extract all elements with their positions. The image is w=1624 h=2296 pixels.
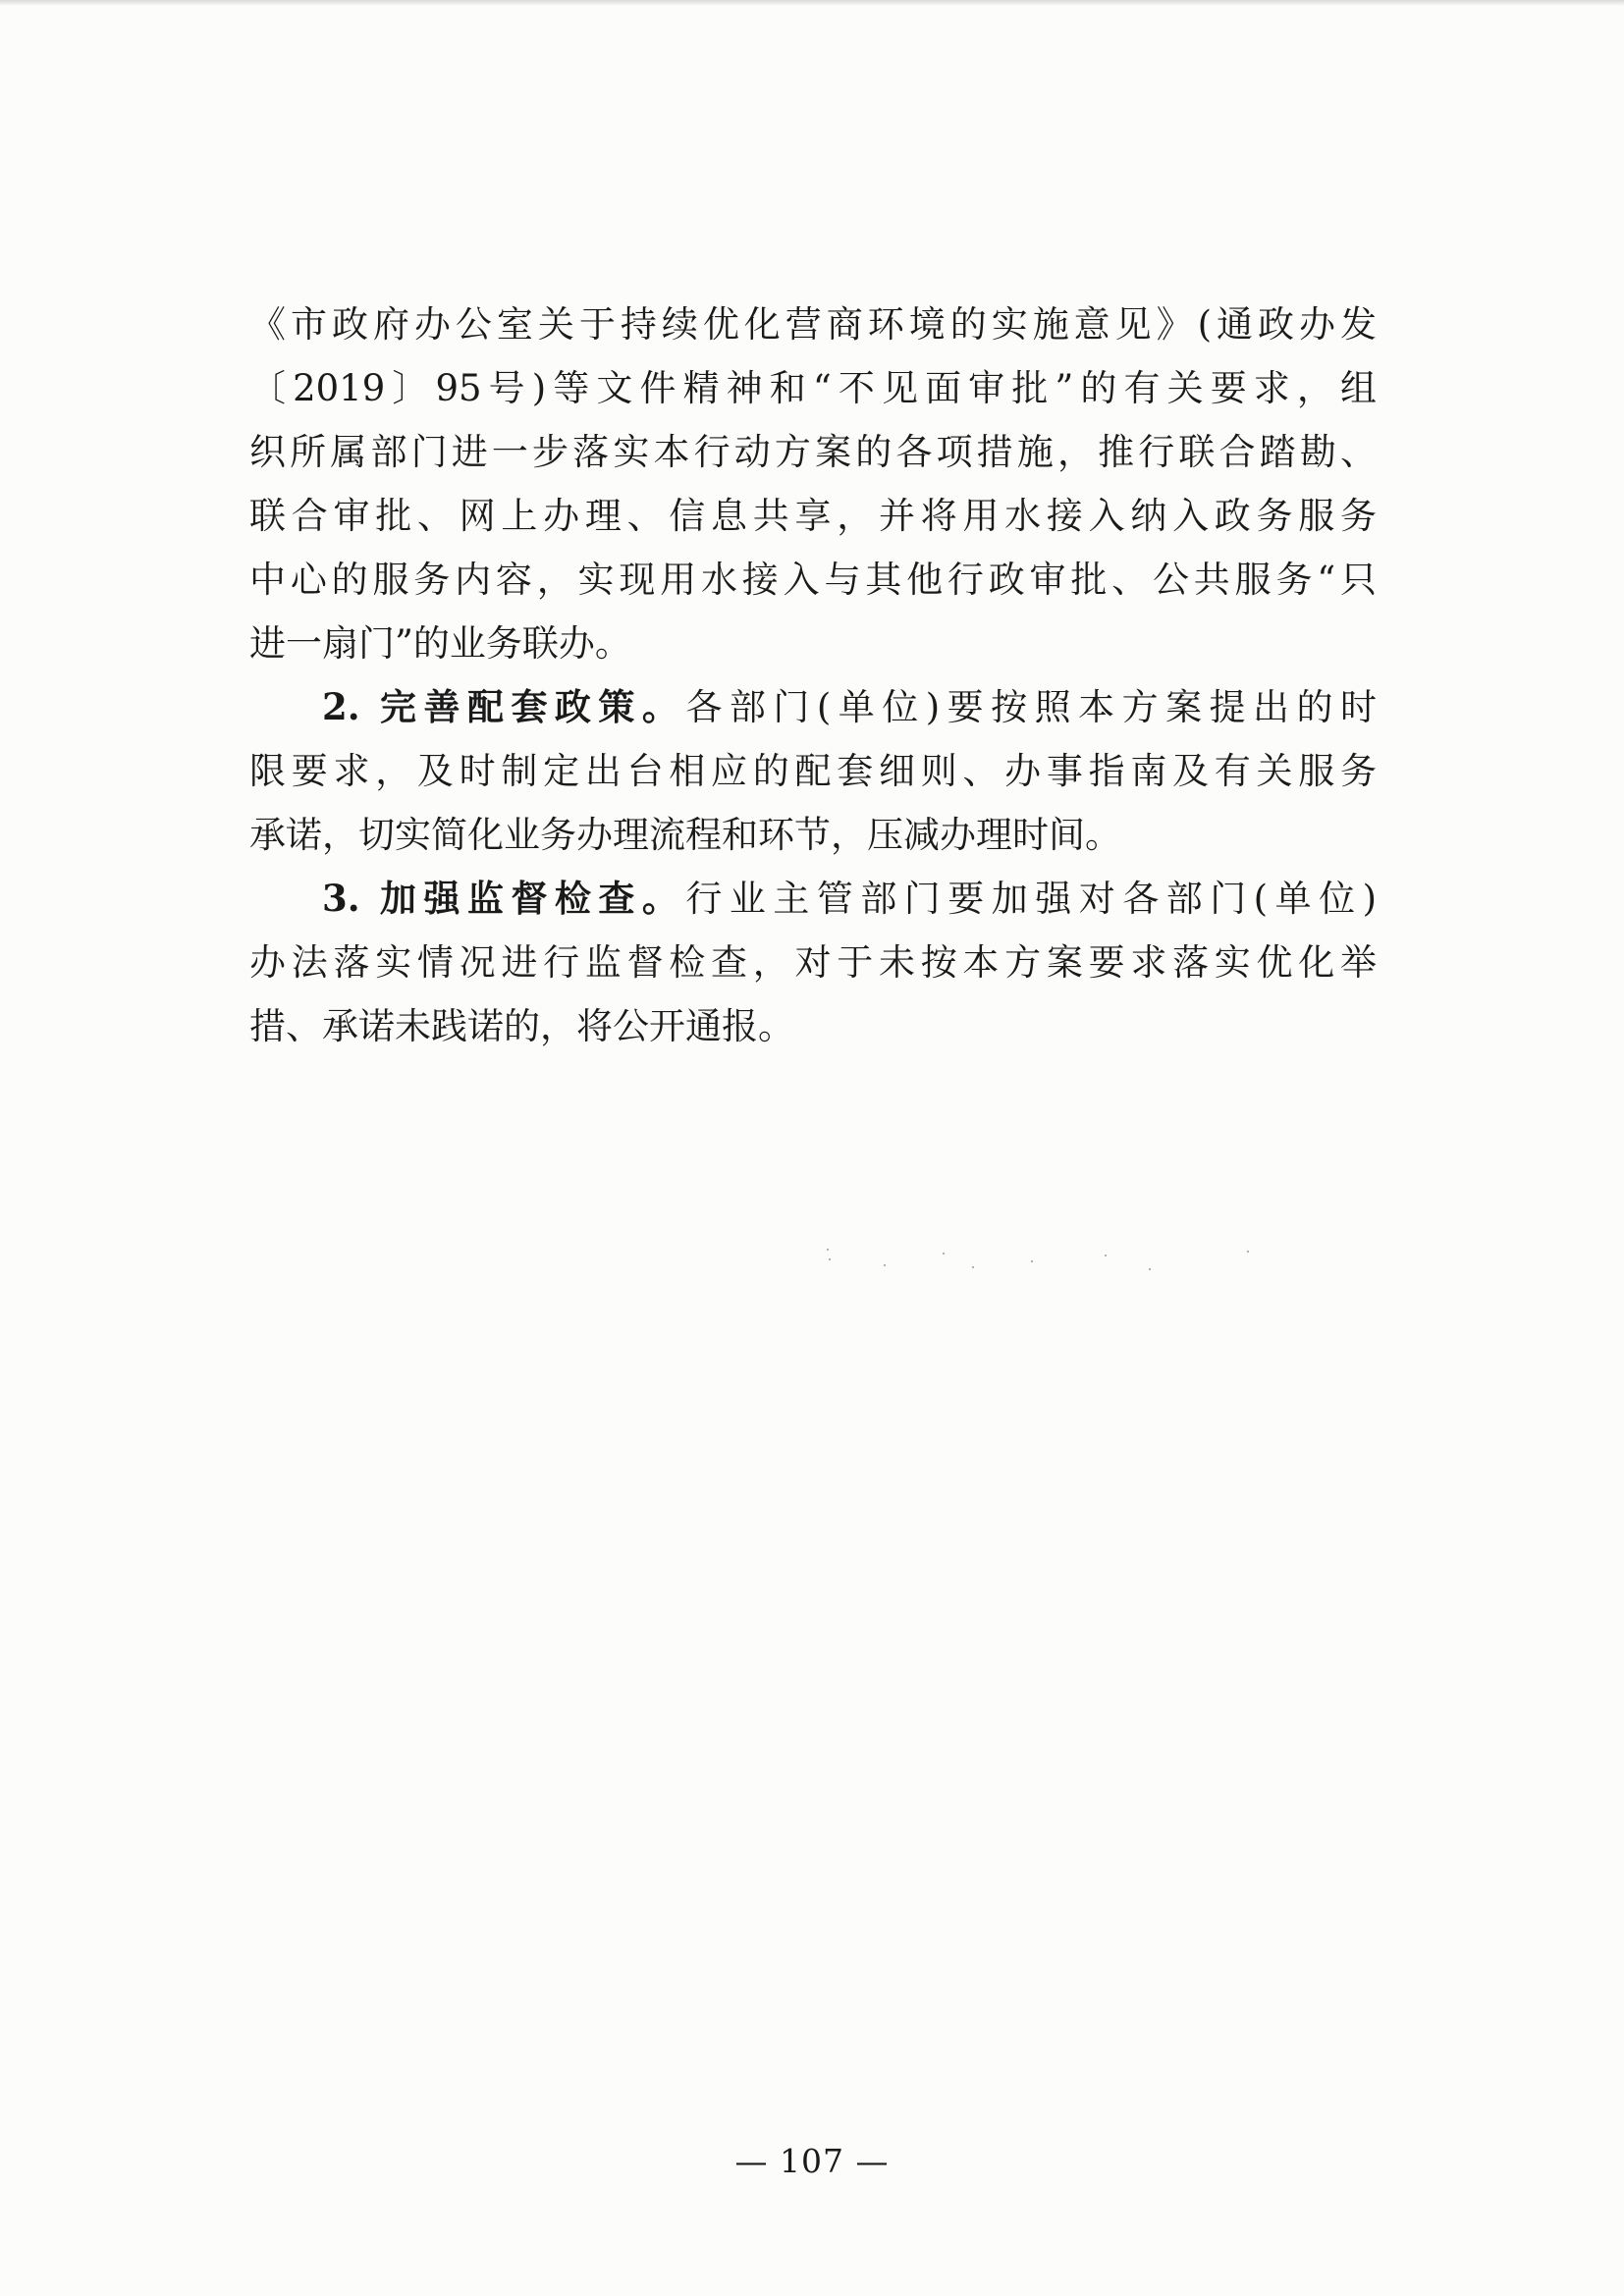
body-line-1: 《市政府办公室关于持续优化营商环境的实施意见》(通政办发	[249, 303, 1377, 346]
item2-first-line-text: 各部门(单位)要按照本方案提出的时	[685, 686, 1377, 728]
speck	[1105, 1255, 1107, 1256]
body-line-5: 中心的服务内容，实现用水接入与其他行政审批、公共服务“只	[249, 559, 1377, 601]
item3-heading: 3. 加强监督检查。	[322, 877, 686, 920]
body-line-2: 〔2019〕95号)等文件精神和“不见面审批”的有关要求，组	[249, 367, 1377, 409]
item2-line-2: 限要求，及时制定出台相应的配套细则、办事指南及有关服务	[249, 750, 1377, 792]
speck	[827, 1249, 829, 1251]
speck	[972, 1266, 974, 1268]
item2-heading: 2. 完善配套政策。	[322, 685, 686, 728]
scan-top-edge	[0, 0, 1624, 6]
item3-line-2: 办法落实情况进行监督检查，对于未按本方案要求落实优化举	[249, 941, 1377, 984]
item2-first-line	[249, 675, 1377, 739]
page-number: — 107 —	[734, 2142, 890, 2180]
speck	[1031, 1260, 1033, 1262]
item3-first-line-text: 行业主管部门要加强对各部门(单位)	[685, 878, 1377, 920]
speck	[1247, 1251, 1249, 1253]
speck	[829, 1258, 831, 1260]
scan-noise-specks	[825, 1247, 1267, 1286]
item3-first-line	[249, 867, 1377, 931]
speck	[943, 1253, 945, 1255]
item3-line-3: 措、承诺未践诺的，将公开通报。	[249, 1005, 794, 1047]
body-line-4: 联合审批、网上办理、信息共享，并将用水接入纳入政务服务	[249, 495, 1377, 537]
item2-line-3: 承诺，切实简化业务办理流程和环节，压减办理时间。	[249, 814, 1121, 856]
document-body	[249, 293, 1377, 1058]
speck	[1149, 1268, 1151, 1270]
speck	[884, 1264, 886, 1266]
body-line-6: 进一扇门”的业务联办。	[249, 622, 631, 665]
body-line-3: 织所属部门进一步落实本行动方案的各项措施，推行联合踏勘、	[249, 431, 1377, 473]
